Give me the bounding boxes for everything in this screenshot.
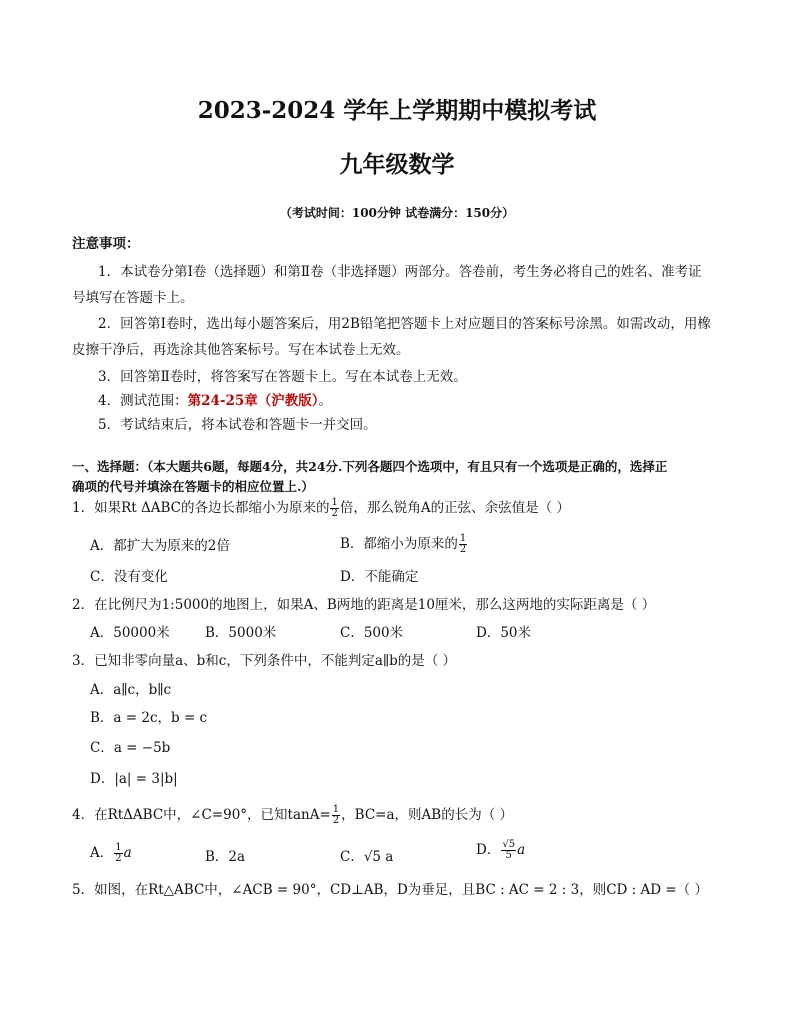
question-1-stem-b: 倍，那么锐角A的正弦、余弦值是（ ） [339,500,570,516]
exam-subtitle: 九年级数学 [339,151,455,178]
fraction-numerator: 1 [115,842,122,853]
question-2-option-a: A．50000米 [90,625,170,641]
note-4 [98,389,332,409]
question-1-option-b-fraction [459,534,467,555]
fraction-numerator: 1 [332,804,340,815]
question-4-stem-b: ，BC=a，则AB的长为（ ） [341,807,513,823]
question-2-option-d: D．50米 [476,625,532,641]
question-4-option-a-label: A． [90,845,114,861]
question-3-option-a: A．a∥c，b∥c [90,682,172,698]
fraction-denominator: 5 [505,850,512,861]
fraction-denominator: 2 [115,853,122,864]
question-4-stem-a: 4．在RtΔABC中，∠C=90°，已知tanA= [72,807,331,823]
question-2-stem: 2．在比例尺为1:5000的地图上，如果A、B两地的距离是10厘米，那么这两地的实际距离是（ ） [72,597,656,613]
exam-title: 2023-2024 学年上学期期中模拟考试 [197,97,597,124]
question-4-option-a-variable: a [123,845,132,861]
question-1-option-b [340,532,468,555]
question-1-option-c: C．没有变化 [90,569,168,585]
question-4-option-d-label: D． [476,842,501,858]
fraction-denominator: 2 [332,815,340,826]
question-4-fraction [332,805,340,826]
exam-info: （考试时间：100分钟 试卷满分：150分） [279,206,515,220]
question-4-option-d-variable: a [517,842,526,858]
question-4-option-b: B．2a [205,849,246,865]
question-3-option-d: D．|a| = 3|b| [90,771,178,787]
fraction-numerator: 1 [331,497,338,508]
question-3-option-c: C．a = −5b [90,740,171,756]
question-2-option-c: C．500米 [340,625,404,641]
note-2-line-2: 皮擦干净后，再选涂其他答案标号。写在本试卷上无效。 [72,342,410,358]
question-4-stem [72,803,513,826]
question-4-option-a [90,841,132,864]
fraction-denominator: 2 [331,508,338,519]
section-1-heading-line-1: 一、选择题：（本大题共6题，每题4分，共24分.下列各题四个选项中，有且只有一个选项是正确的，选择正 [72,459,668,474]
note-4-prefix: 4．测试范围： [98,393,188,409]
fraction-denominator: 2 [459,544,467,555]
question-4-option-d [476,838,525,861]
note-5: 5．考试结束后，将本试卷和答题卡一并交回。 [98,417,377,433]
question-5-stem: 5．如图，在Rt△ABC中，∠ACB = 90°，CD⊥AB，D为垂足，且BC : AC = 2 : 3，则CD : AD =（ ） [72,882,708,898]
question-3-stem: 3．已知非零向量a、b和c，下列条件中，不能判定a∥b的是（ ） [72,653,457,669]
question-2-option-b: B．5000米 [205,625,277,641]
question-1-fraction [330,498,338,519]
note-2-line-1: 2．回答第Ⅰ卷时，选出每小题答案后，用2B铅笔把答题卡上对应题目的答案标号涂黑。如需改动，用橡 [98,316,711,332]
question-1-option-a: A．都扩大为原来的2倍 [90,538,230,554]
fraction-numerator: √5 [502,839,516,850]
notes-heading: 注意事项： [72,236,140,252]
question-4-option-a-fraction [114,843,122,864]
section-1-heading-line-2: 确项的代号并填涂在答题卡的相应位置上.） [72,479,314,494]
question-4-option-c: C．√5 a [340,849,394,865]
note-1-line-2: 号填写在答题卡上。 [72,290,194,306]
question-1-option-b-text: B．都缩小为原来的 [340,536,458,552]
question-1-stem-a: 1．如果Rt ΔABC的各边长都缩小为原来的 [72,500,330,516]
fraction-numerator: 1 [459,533,467,544]
question-1-stem [72,496,570,519]
note-4-scope: 第24-25章（沪教版） [187,393,319,409]
question-1-option-d: D．不能确定 [340,569,419,585]
question-4-option-d-fraction [501,840,516,861]
note-4-suffix: 。 [318,393,333,409]
note-1-line-1: 1．本试卷分第Ⅰ卷（选择题）和第Ⅱ卷（非选择题）两部分。答卷前，考生务必将自己的姓名、准考证 [98,264,702,280]
question-3-option-b: B．a = 2c，b = c [90,710,208,726]
note-3: 3．回答第Ⅱ卷时，将答案写在答题卡上。写在本试卷上无效。 [98,369,467,385]
